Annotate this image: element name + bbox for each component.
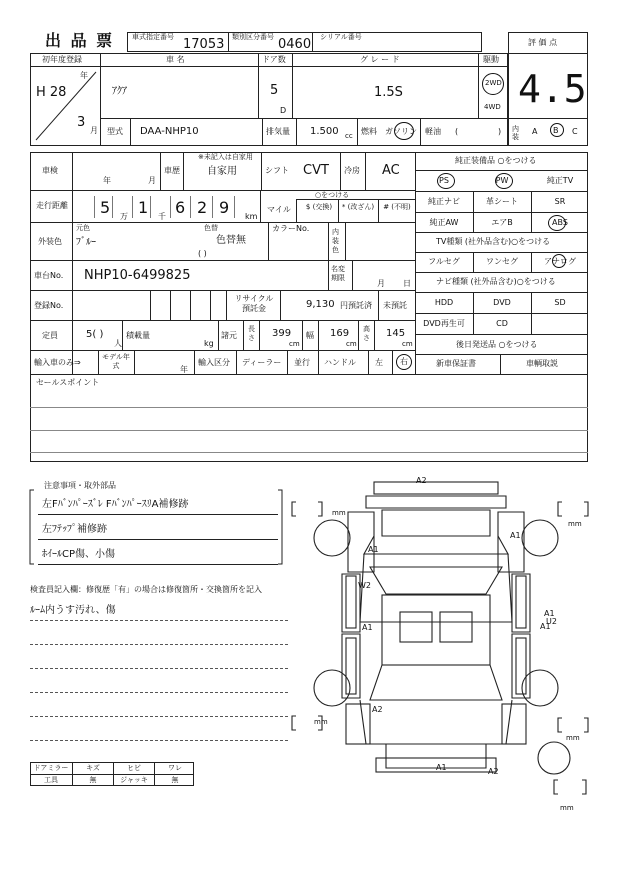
- model-year-mark: 年: [180, 365, 188, 374]
- navi-option: DVD: [493, 298, 511, 307]
- equipment-item: PW: [495, 176, 509, 185]
- tv-selected-circle: [552, 254, 566, 268]
- inspector-label: 検査員記入欄：修復歴「有」の場合は修復箇所・交換箇所を記入: [30, 585, 262, 594]
- class-no: 0460: [278, 37, 312, 52]
- tv-option: アナログ: [544, 257, 576, 266]
- legend-label: ワレ: [168, 764, 182, 772]
- damage-mark: A2: [416, 476, 427, 485]
- damage-mark: A1: [544, 609, 555, 618]
- handle-label: ハンドル: [324, 358, 356, 367]
- warranty-book: 新車保証書: [436, 359, 476, 368]
- auction-no: 17053: [183, 37, 225, 52]
- interior-b: B: [553, 126, 559, 135]
- interior-a: A: [532, 127, 538, 136]
- equip-row-line: [415, 212, 588, 213]
- interior-box: [508, 118, 588, 146]
- first-reg-year: H 28: [36, 85, 67, 100]
- import-type-label: 輸入区分: [198, 358, 230, 367]
- capacity-label: 定員: [42, 331, 58, 340]
- navi-option: CD: [496, 319, 508, 328]
- displacement-label: 排気量: [266, 127, 290, 136]
- selected-circle: [437, 173, 455, 189]
- damage-mark: W2: [358, 581, 371, 590]
- damage-mark: A1: [368, 545, 379, 554]
- svg-text:mm: mm: [314, 718, 328, 726]
- year-mark: 年: [80, 71, 88, 80]
- sales-point-label: セールスポイント: [36, 378, 100, 387]
- damage-mark: A1: [540, 622, 551, 631]
- equipment-item: ABS: [552, 218, 568, 227]
- first-reg-label: 初年度登録: [42, 55, 82, 64]
- model-value: DAA-NHP10: [140, 126, 199, 137]
- color-change-label: 色替: [204, 224, 218, 232]
- fuel-label: 燃料: [361, 127, 377, 136]
- damage-mark: A1: [362, 623, 373, 632]
- length-label: 長さ: [248, 325, 255, 342]
- note-underline: [38, 539, 278, 540]
- score-label: 評 価 点: [528, 38, 558, 47]
- score-value: 4.5: [518, 67, 587, 111]
- width-value: 169: [330, 328, 350, 339]
- cc-unit: cc: [345, 132, 353, 140]
- parallel-option: 並行: [294, 358, 310, 367]
- interior-color-label: 内装色: [332, 228, 339, 254]
- car-name: ｱｸｱ: [112, 86, 127, 97]
- shift-value: CVT: [303, 163, 329, 178]
- equipment-item: PS: [439, 176, 449, 185]
- color-no-label: カラーNo.: [272, 224, 310, 233]
- navi-row-line: [415, 313, 588, 314]
- svg-text:mm: mm: [568, 520, 582, 528]
- mileage-cell-line: [190, 196, 191, 218]
- equipment-item: SR: [554, 197, 566, 206]
- sen-mark: 千: [158, 212, 166, 221]
- length-value: 399: [272, 328, 292, 339]
- chassis-value: NHP10-6499825: [84, 268, 191, 283]
- deadline-day: 日: [403, 279, 411, 288]
- shaken-month-mark: 月: [148, 176, 156, 185]
- color-label: 外装色: [38, 237, 62, 246]
- tv-col-line: [473, 252, 474, 272]
- ac-label: 冷房: [344, 166, 360, 175]
- cm-unit-3: cm: [402, 340, 413, 348]
- recycle-none: 未預託: [383, 301, 407, 310]
- shift-label: シフト: [265, 166, 289, 175]
- handle-right: 右: [400, 357, 408, 366]
- exchange-option: $ (交換): [305, 203, 333, 211]
- load-label: 積載量: [126, 331, 150, 340]
- mileage-digit: 1: [138, 198, 149, 217]
- selected-circle: [548, 215, 566, 231]
- class-no-label: 類別区分番号: [232, 33, 274, 41]
- tampered-option: * (改ざん): [341, 203, 375, 211]
- later-title: 後日発送品 ○をつける: [456, 340, 538, 349]
- svg-text:mm: mm: [560, 804, 574, 812]
- equipment-item: 純正ナビ: [428, 197, 460, 206]
- notes-title: 注意事項・取外部品: [44, 481, 116, 490]
- equip-row-line: [415, 191, 588, 192]
- deadline-month: 月: [377, 279, 385, 288]
- drive-4wd: 4WD: [484, 103, 501, 111]
- grade-label: グ レ ー ド: [360, 55, 400, 64]
- legend-label: キズ: [86, 764, 100, 772]
- legend-col-line: [154, 762, 155, 786]
- damage-mark: A2: [372, 705, 383, 714]
- fuel-gasoline: ガソリン: [385, 127, 417, 136]
- legend-col-line: [72, 762, 73, 786]
- unknown-option: # (不明): [383, 203, 411, 211]
- car-name-label: 車 名: [166, 55, 185, 64]
- tv-option: ワンセグ: [486, 257, 518, 266]
- doors-value: 5: [270, 83, 279, 98]
- model-label: 型式: [107, 127, 123, 136]
- mileage-cell-line: [94, 196, 95, 218]
- interior-c: C: [572, 127, 578, 136]
- capacity-unit: 人: [114, 339, 122, 348]
- title-deadline-label: 名変期限: [331, 265, 345, 282]
- mileage-cell-line: [170, 196, 171, 218]
- svg-text:mm: mm: [332, 509, 346, 517]
- note-item: ﾎｲｰﾙCP傷、小傷: [42, 549, 116, 560]
- grade-value: 1.5S: [374, 85, 403, 100]
- damage-mark: A1: [436, 763, 447, 772]
- mileage-digit: 6: [175, 198, 186, 217]
- chassis-label: 車台No.: [34, 271, 64, 280]
- navi-option: HDD: [434, 298, 454, 307]
- equipment-item: 革シート: [486, 197, 518, 206]
- displacement-value: 1.500: [310, 126, 339, 137]
- handle-left: 左: [375, 358, 383, 367]
- recycle-status: 円預託済: [340, 301, 372, 310]
- drive-label: 駆動: [483, 55, 499, 64]
- history-label: 車歴: [164, 166, 180, 175]
- auction-no-label: 車式指定番号: [132, 33, 174, 41]
- history-value: 自家用: [207, 166, 237, 177]
- tv-col-line: [531, 252, 532, 272]
- mileage-cell-line: [150, 196, 151, 218]
- recycle-label: リサイクル預託金: [234, 294, 274, 313]
- mileage-digit: 5: [100, 198, 111, 217]
- mileage-digit: 9: [219, 198, 230, 217]
- interior-label: 内装: [512, 125, 519, 141]
- doors-label: ドア数: [262, 55, 286, 64]
- svg-text:mm: mm: [566, 734, 580, 742]
- equipment-item: エアB: [491, 218, 513, 227]
- tv-option: フルセグ: [428, 257, 460, 266]
- selected-circle: [495, 173, 513, 189]
- man-mark: 万: [120, 212, 128, 221]
- first-reg-month: 3: [77, 115, 86, 130]
- mark-label: ○をつける: [315, 191, 350, 199]
- mileage-cell-line: [132, 196, 133, 218]
- shaken-year-mark: 年: [103, 176, 111, 185]
- model-year-label: モデル年式: [102, 353, 130, 370]
- legend-label: ドアミラー: [33, 764, 69, 772]
- damage-mark: A1: [510, 531, 521, 540]
- equipment-title: 純正装備品 ○をつける: [455, 156, 537, 165]
- color-value: ﾌﾞﾙｰ: [76, 237, 96, 248]
- tv-title: TV種類 (社外品含む)○をつける: [436, 237, 551, 246]
- fuel-selected-circle: [394, 122, 414, 140]
- legend-value: 無: [89, 776, 97, 784]
- kg-unit: kg: [204, 339, 214, 348]
- note-underline: [38, 564, 278, 565]
- fuel-diesel: 軽油: [425, 127, 441, 136]
- legend-col-line: [113, 762, 114, 786]
- form-title: 出 品 票: [45, 31, 115, 50]
- spec-label: 諸元: [221, 331, 237, 340]
- km-unit: km: [245, 212, 258, 221]
- mileage-cell-line: [212, 196, 213, 218]
- door-type: D: [280, 106, 287, 115]
- color-change-value: 色替無: [216, 235, 246, 246]
- car-damage-diagram: [290, 472, 590, 812]
- drive-2wd: 2WD: [485, 79, 502, 87]
- navi-option: DVD再生可: [423, 319, 465, 328]
- cm-unit-2: cm: [346, 340, 357, 348]
- import-label: 輸入車のみ⇒: [34, 358, 81, 367]
- equipment-item: 純正TV: [546, 176, 574, 185]
- mileage-cell-line: [234, 196, 235, 218]
- note-item: 左Fﾊﾞﾝﾊﾟｰｽﾞﾚ FﾊﾞﾝﾊﾟｰｽﾘA補修跡: [42, 499, 189, 510]
- mileage-digit: 2: [197, 198, 208, 217]
- note-item: 左ﾌﾃｯﾌﾟ補修跡: [42, 524, 107, 535]
- height-value: 145: [386, 328, 406, 339]
- mile-label: マイル: [267, 205, 291, 214]
- ac-value: AC: [382, 163, 400, 178]
- navi-title: ナビ種類 (社外品含む)○をつける: [436, 277, 556, 286]
- dealer-option: ディーラー: [242, 358, 282, 367]
- damage-mark: U2: [546, 617, 557, 626]
- height-label: 高さ: [363, 325, 370, 342]
- equipment-item: 純正AW: [429, 218, 459, 227]
- legend-value: 工具: [44, 776, 58, 784]
- serial-label: シリアル番号: [320, 33, 362, 41]
- mileage-cell-line: [112, 196, 113, 218]
- history-note: ※未記入は自家用: [198, 153, 253, 161]
- color-paren: ( ): [198, 249, 207, 258]
- recycle-amount: 9,130: [306, 299, 335, 310]
- reg-label: 登録No.: [34, 301, 64, 310]
- navi-option: SD: [554, 298, 566, 307]
- mileage-label: 走行距離: [36, 201, 68, 210]
- cm-unit-1: cm: [289, 340, 300, 348]
- inspector-note: ﾙｰﾑ内うす汚れ、傷: [30, 605, 116, 616]
- legend-label: ヒビ: [127, 764, 141, 772]
- shaken-label: 車検: [42, 166, 58, 175]
- orig-color-label: 元色: [76, 224, 90, 232]
- note-underline: [38, 514, 278, 515]
- manual: 車輌取説: [526, 359, 558, 368]
- legend-value: 無: [171, 776, 179, 784]
- damage-mark: A2: [488, 767, 499, 776]
- month-mark: 月: [90, 126, 98, 135]
- width-label: 幅: [306, 331, 314, 340]
- legend-value: ジャッキ: [120, 776, 148, 784]
- capacity-value: 5( ): [86, 329, 104, 340]
